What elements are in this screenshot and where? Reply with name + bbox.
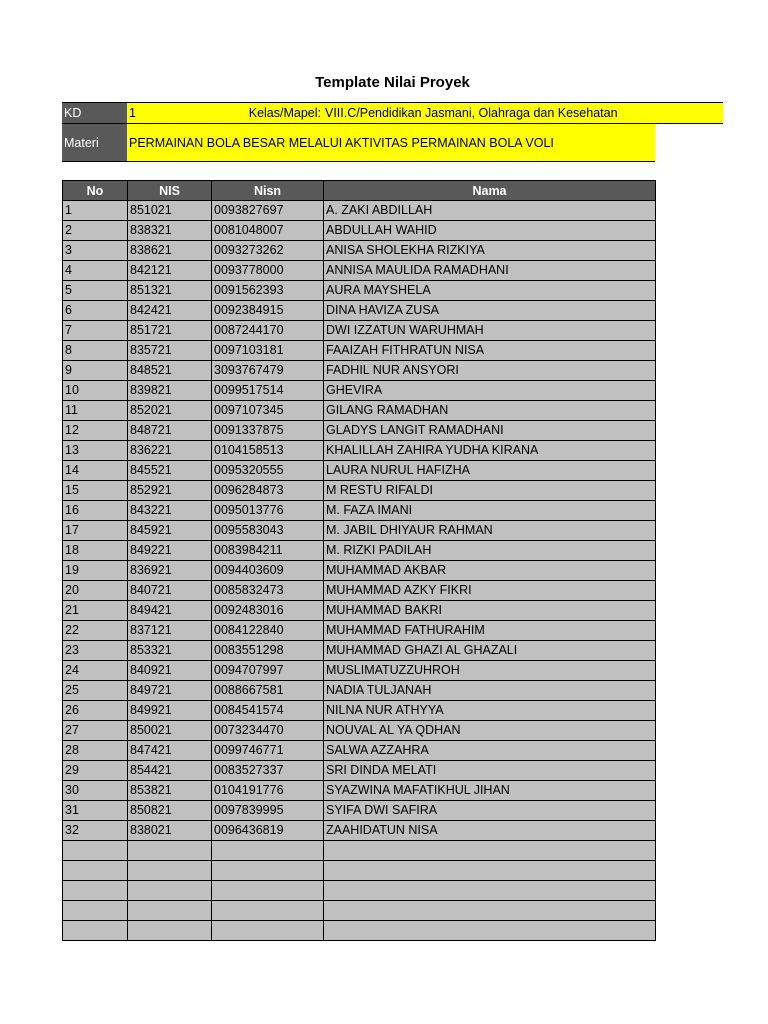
table-row bbox=[63, 381, 656, 401]
cell-nama[interactable]: A. ZAKI ABDILLAH bbox=[324, 201, 656, 221]
cell-nis[interactable]: 852921 bbox=[128, 481, 212, 501]
table-row bbox=[63, 481, 656, 501]
cell-no[interactable]: 26 bbox=[63, 701, 128, 721]
cell-nisn[interactable]: 3093767479 bbox=[212, 361, 324, 381]
cell-no[interactable]: 7 bbox=[63, 321, 128, 341]
cell-nisn[interactable] bbox=[212, 841, 324, 861]
student-table bbox=[62, 180, 656, 941]
cell-nama[interactable]: SYIFA DWI SAFIRA bbox=[324, 801, 656, 821]
cell-nama[interactable]: MUHAMMAD FATHURAHIM bbox=[324, 621, 656, 641]
table-row bbox=[63, 441, 656, 461]
table-row bbox=[63, 341, 656, 361]
cell-nisn[interactable]: 0083984211 bbox=[212, 541, 324, 561]
header-no[interactable]: No bbox=[63, 181, 128, 201]
cell-nisn[interactable]: 0084122840 bbox=[212, 621, 324, 641]
cell-nisn[interactable]: 0104191776 bbox=[212, 781, 324, 801]
table-header-row bbox=[63, 181, 656, 201]
cell-nama[interactable] bbox=[324, 901, 656, 921]
cell-nisn[interactable]: 0081048007 bbox=[212, 221, 324, 241]
cell-nama[interactable] bbox=[324, 921, 656, 941]
cell-no[interactable]: 16 bbox=[63, 501, 128, 521]
kelas-label: Kelas/Mapel: bbox=[211, 103, 323, 124]
cell-nama[interactable]: DINA HAVIZA ZUSA bbox=[324, 301, 656, 321]
kd-value-cell[interactable]: 1 bbox=[127, 103, 211, 124]
cell-nis[interactable]: 839821 bbox=[128, 381, 212, 401]
cell-nisn[interactable]: 0095013776 bbox=[212, 501, 324, 521]
table-row bbox=[63, 581, 656, 601]
cell-nis[interactable]: 843221 bbox=[128, 501, 212, 521]
cell-nisn[interactable] bbox=[212, 921, 324, 941]
table-row bbox=[63, 681, 656, 701]
table-row bbox=[63, 661, 656, 681]
cell-nis[interactable]: 851721 bbox=[128, 321, 212, 341]
cell-nama[interactable]: M RESTU RIFALDI bbox=[324, 481, 656, 501]
kd-label: KD bbox=[62, 103, 127, 124]
table-row bbox=[63, 501, 656, 521]
cell-nis[interactable]: 849721 bbox=[128, 681, 212, 701]
cell-no[interactable]: 17 bbox=[63, 521, 128, 541]
cell-nis[interactable]: 853321 bbox=[128, 641, 212, 661]
cell-nis[interactable]: 837121 bbox=[128, 621, 212, 641]
header-nis[interactable]: NIS bbox=[128, 181, 212, 201]
cell-nisn[interactable]: 0085832473 bbox=[212, 581, 324, 601]
table-row bbox=[63, 701, 656, 721]
table-row bbox=[63, 301, 656, 321]
cell-nis[interactable]: 848721 bbox=[128, 421, 212, 441]
cell-nama[interactable]: KHALILLAH ZAHIRA YUDHA KIRANA bbox=[324, 441, 656, 461]
cell-nisn[interactable]: 0091337875 bbox=[212, 421, 324, 441]
cell-nis[interactable] bbox=[128, 901, 212, 921]
cell-nama[interactable]: DWI IZZATUN WARUHMAH bbox=[324, 321, 656, 341]
cell-no[interactable]: 15 bbox=[63, 481, 128, 501]
table-row bbox=[63, 821, 656, 841]
cell-no[interactable] bbox=[63, 921, 128, 941]
cell-nama[interactable]: ANISA SHOLEKHA RIZKIYA bbox=[324, 241, 656, 261]
materi-label: Materi bbox=[62, 124, 127, 162]
cell-nis[interactable]: 838321 bbox=[128, 221, 212, 241]
materi-value-cell[interactable]: PERMAINAN BOLA BESAR MELALUI AKTIVITAS PERMAINAN BOLA VOLI bbox=[127, 124, 655, 162]
cell-nisn[interactable]: 0083551298 bbox=[212, 641, 324, 661]
cell-no[interactable]: 23 bbox=[63, 641, 128, 661]
cell-nama[interactable]: GLADYS LANGIT RAMADHANI bbox=[324, 421, 656, 441]
cell-nis[interactable]: 849221 bbox=[128, 541, 212, 561]
table-row bbox=[63, 861, 656, 881]
cell-nisn[interactable]: 0087244170 bbox=[212, 321, 324, 341]
cell-nisn[interactable]: 0084541574 bbox=[212, 701, 324, 721]
kelas-value-cell[interactable]: VIII.C/Pendidikan Jasmani, Olahraga dan Kesehatan bbox=[323, 103, 723, 124]
cell-nis[interactable]: 849421 bbox=[128, 601, 212, 621]
cell-nis[interactable]: 854421 bbox=[128, 761, 212, 781]
table-row bbox=[63, 221, 656, 241]
cell-nisn[interactable]: 0093273262 bbox=[212, 241, 324, 261]
cell-no[interactable]: 20 bbox=[63, 581, 128, 601]
cell-nama[interactable] bbox=[324, 881, 656, 901]
cell-nama[interactable] bbox=[324, 861, 656, 881]
cell-nis[interactable]: 836221 bbox=[128, 441, 212, 461]
table-row bbox=[63, 761, 656, 781]
cell-no[interactable] bbox=[63, 881, 128, 901]
page-title: Template Nilai Proyek bbox=[315, 74, 470, 91]
table-row bbox=[63, 561, 656, 581]
cell-nama[interactable]: MUHAMMAD AZKY FIKRI bbox=[324, 581, 656, 601]
cell-nisn[interactable]: 0091562393 bbox=[212, 281, 324, 301]
cell-no[interactable]: 28 bbox=[63, 741, 128, 761]
cell-nis[interactable]: 845521 bbox=[128, 461, 212, 481]
cell-nisn[interactable]: 0092384915 bbox=[212, 301, 324, 321]
table-row bbox=[63, 261, 656, 281]
cell-nama[interactable]: GILANG RAMADHAN bbox=[324, 401, 656, 421]
table-row bbox=[63, 921, 656, 941]
cell-no[interactable]: 32 bbox=[63, 821, 128, 841]
cell-no[interactable] bbox=[63, 901, 128, 921]
cell-no[interactable]: 31 bbox=[63, 801, 128, 821]
table-row bbox=[63, 421, 656, 441]
table-row bbox=[63, 541, 656, 561]
cell-nisn[interactable] bbox=[212, 861, 324, 881]
cell-nama[interactable]: ANNISA MAULIDA RAMADHANI bbox=[324, 261, 656, 281]
cell-nis[interactable]: 849921 bbox=[128, 701, 212, 721]
cell-no[interactable]: 22 bbox=[63, 621, 128, 641]
cell-nama[interactable]: MUHAMMAD GHAZI AL GHAZALI bbox=[324, 641, 656, 661]
cell-no[interactable]: 19 bbox=[63, 561, 128, 581]
cell-no[interactable]: 4 bbox=[63, 261, 128, 281]
cell-no[interactable]: 21 bbox=[63, 601, 128, 621]
cell-no[interactable]: 6 bbox=[63, 301, 128, 321]
cell-nama[interactable]: GHEVIRA bbox=[324, 381, 656, 401]
cell-nis[interactable]: 850021 bbox=[128, 721, 212, 741]
table-row bbox=[63, 241, 656, 261]
cell-nama[interactable]: NOUVAL AL YA QDHAN bbox=[324, 721, 656, 741]
cell-nama[interactable] bbox=[324, 841, 656, 861]
cell-no[interactable] bbox=[63, 841, 128, 861]
cell-nama[interactable]: M. FAZA IMANI bbox=[324, 501, 656, 521]
cell-no[interactable]: 12 bbox=[63, 421, 128, 441]
table-row bbox=[63, 461, 656, 481]
cell-no[interactable]: 18 bbox=[63, 541, 128, 561]
cell-nisn[interactable]: 0096284873 bbox=[212, 481, 324, 501]
cell-nisn[interactable]: 0097103181 bbox=[212, 341, 324, 361]
cell-no[interactable]: 11 bbox=[63, 401, 128, 421]
cell-no[interactable]: 30 bbox=[63, 781, 128, 801]
cell-no[interactable]: 14 bbox=[63, 461, 128, 481]
cell-nis[interactable]: 836921 bbox=[128, 561, 212, 581]
cell-nama[interactable]: SRI DINDA MELATI bbox=[324, 761, 656, 781]
cell-no[interactable]: 2 bbox=[63, 221, 128, 241]
cell-nisn[interactable]: 0073234470 bbox=[212, 721, 324, 741]
cell-nis[interactable]: 842421 bbox=[128, 301, 212, 321]
cell-nis[interactable]: 851321 bbox=[128, 281, 212, 301]
cell-nama[interactable]: M. JABIL DHIYAUR RAHMAN bbox=[324, 521, 656, 541]
cell-nama[interactable]: FADHIL NUR ANSYORI bbox=[324, 361, 656, 381]
cell-nis[interactable]: 850821 bbox=[128, 801, 212, 821]
cell-nisn[interactable]: 0094707997 bbox=[212, 661, 324, 681]
cell-nama[interactable]: SYAZWINA MAFATIKHUL JIHAN bbox=[324, 781, 656, 801]
table-row bbox=[63, 201, 656, 221]
cell-nis[interactable]: 847421 bbox=[128, 741, 212, 761]
cell-no[interactable]: 8 bbox=[63, 341, 128, 361]
cell-nisn[interactable]: 0097107345 bbox=[212, 401, 324, 421]
cell-nama[interactable]: LAURA NURUL HAFIZHA bbox=[324, 461, 656, 481]
cell-no[interactable]: 9 bbox=[63, 361, 128, 381]
cell-nama[interactable]: ZAAHIDATUN NISA bbox=[324, 821, 656, 841]
table-row bbox=[63, 841, 656, 861]
cell-nisn[interactable]: 0095320555 bbox=[212, 461, 324, 481]
cell-nama[interactable]: ABDULLAH WAHID bbox=[324, 221, 656, 241]
cell-nis[interactable]: 853821 bbox=[128, 781, 212, 801]
cell-nis[interactable] bbox=[128, 861, 212, 881]
cell-nisn[interactable] bbox=[212, 901, 324, 921]
cell-nis[interactable]: 838621 bbox=[128, 241, 212, 261]
cell-nama[interactable]: FAAIZAH FITHRATUN NISA bbox=[324, 341, 656, 361]
cell-no[interactable]: 27 bbox=[63, 721, 128, 741]
cell-no[interactable]: 3 bbox=[63, 241, 128, 261]
cell-nis[interactable] bbox=[128, 841, 212, 861]
cell-nisn[interactable]: 0088667581 bbox=[212, 681, 324, 701]
cell-nis[interactable]: 840721 bbox=[128, 581, 212, 601]
table-row bbox=[63, 521, 656, 541]
cell-nis[interactable]: 840921 bbox=[128, 661, 212, 681]
cell-no[interactable]: 13 bbox=[63, 441, 128, 461]
cell-nis[interactable]: 852021 bbox=[128, 401, 212, 421]
cell-nisn[interactable]: 0095583043 bbox=[212, 521, 324, 541]
cell-nama[interactable]: MUHAMMAD BAKRI bbox=[324, 601, 656, 621]
header-nisn[interactable]: Nisn bbox=[212, 181, 324, 201]
cell-nisn[interactable]: 0083527337 bbox=[212, 761, 324, 781]
cell-nama[interactable]: M. RIZKI PADILAH bbox=[324, 541, 656, 561]
table-row bbox=[63, 641, 656, 661]
cell-nama[interactable]: AURA MAYSHELA bbox=[324, 281, 656, 301]
table-row bbox=[63, 781, 656, 801]
table-body bbox=[63, 201, 656, 941]
cell-nama[interactable]: SALWA AZZAHRA bbox=[324, 741, 656, 761]
cell-nisn[interactable]: 0093827697 bbox=[212, 201, 324, 221]
table-row bbox=[63, 601, 656, 621]
table-row bbox=[63, 741, 656, 761]
cell-nisn[interactable]: 0094403609 bbox=[212, 561, 324, 581]
cell-no[interactable]: 29 bbox=[63, 761, 128, 781]
table-row bbox=[63, 801, 656, 821]
cell-nama[interactable]: NILNA NUR ATHYYA bbox=[324, 701, 656, 721]
table-row bbox=[63, 401, 656, 421]
table-row bbox=[63, 721, 656, 741]
cell-no[interactable]: 10 bbox=[63, 381, 128, 401]
cell-nis[interactable]: 848521 bbox=[128, 361, 212, 381]
cell-nisn[interactable]: 0099517514 bbox=[212, 381, 324, 401]
cell-nama[interactable]: MUHAMMAD AKBAR bbox=[324, 561, 656, 581]
table-row bbox=[63, 621, 656, 641]
cell-nisn[interactable]: 0092483016 bbox=[212, 601, 324, 621]
cell-no[interactable]: 24 bbox=[63, 661, 128, 681]
cell-nis[interactable]: 851021 bbox=[128, 201, 212, 221]
cell-nis[interactable]: 845921 bbox=[128, 521, 212, 541]
table-row bbox=[63, 321, 656, 341]
cell-nis[interactable] bbox=[128, 921, 212, 941]
empty-cell bbox=[655, 124, 723, 162]
cell-nisn[interactable]: 0097839995 bbox=[212, 801, 324, 821]
cell-nama[interactable]: NADIA TULJANAH bbox=[324, 681, 656, 701]
info-table bbox=[62, 102, 723, 162]
table-row bbox=[63, 881, 656, 901]
cell-nis[interactable]: 838021 bbox=[128, 821, 212, 841]
cell-no[interactable]: 1 bbox=[63, 201, 128, 221]
cell-nisn[interactable]: 0093778000 bbox=[212, 261, 324, 281]
table-row bbox=[63, 281, 656, 301]
cell-nis[interactable]: 842121 bbox=[128, 261, 212, 281]
header-nama[interactable]: Nama bbox=[324, 181, 656, 201]
cell-nisn[interactable] bbox=[212, 881, 324, 901]
cell-no[interactable]: 5 bbox=[63, 281, 128, 301]
table-row bbox=[63, 361, 656, 381]
cell-nisn[interactable]: 0099746771 bbox=[212, 741, 324, 761]
cell-no[interactable]: 25 bbox=[63, 681, 128, 701]
cell-nis[interactable] bbox=[128, 881, 212, 901]
cell-nama[interactable]: MUSLIMATUZZUHROH bbox=[324, 661, 656, 681]
table-row bbox=[63, 901, 656, 921]
cell-nisn[interactable]: 0104158513 bbox=[212, 441, 324, 461]
cell-nis[interactable]: 835721 bbox=[128, 341, 212, 361]
cell-nisn[interactable]: 0096436819 bbox=[212, 821, 324, 841]
cell-no[interactable] bbox=[63, 861, 128, 881]
